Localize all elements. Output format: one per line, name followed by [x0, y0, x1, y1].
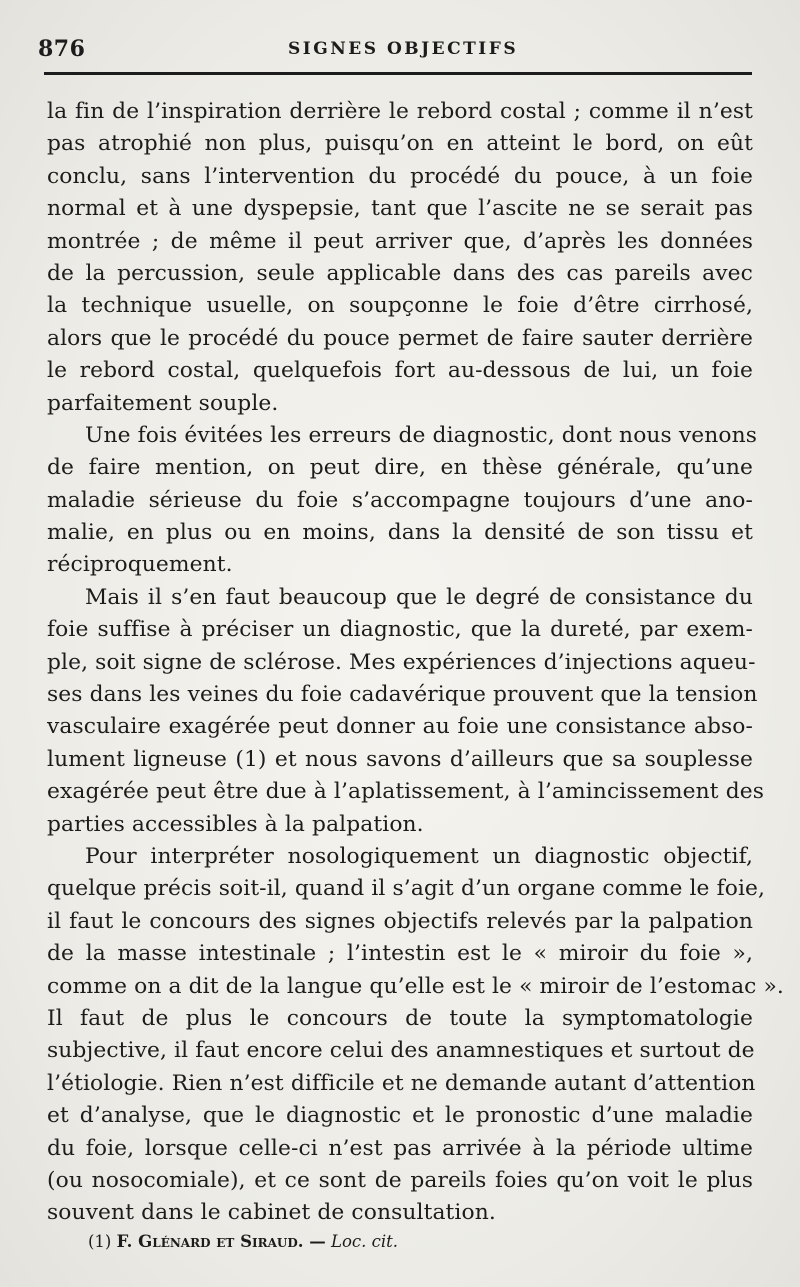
- text-line: de la percussion, seule applicable dans des cas pareils avec: [47, 260, 753, 286]
- text-line: maladie sérieuse du foie s’accompagne toujours d’une ano-: [47, 487, 753, 513]
- text-line: de la masse intestinale ; l’intestin est le « miroir du foie »,: [47, 941, 753, 967]
- text-line: pas atrophié non plus, puisqu’on en atteint le bord, on eût: [47, 131, 753, 157]
- footnote-authors: F. Glénard et Siraud. —: [116, 1232, 326, 1251]
- page-header: [38, 36, 750, 66]
- text-line: alors que le procédé du pouce permet de faire sauter derrière: [47, 325, 753, 351]
- text-line: le rebord costal, quelquefois fort au-dessous de lui, un foie: [47, 358, 753, 384]
- footnote-marker: (1): [88, 1232, 112, 1251]
- text-line: du foie, lorsque celle-ci n’est pas arrivée à la période ultime: [47, 1135, 753, 1161]
- text-line: et d’analyse, que le diagnostic et le pronostic d’une maladie: [47, 1103, 753, 1129]
- text-line: il faut le concours des signes objectifs relevés par la palpation: [47, 908, 753, 934]
- text-line: Pour interpréter nosologiquement un diagnostic objectif,: [85, 843, 753, 869]
- text-line: (ou nosocomiale), et ce sont de pareils foies qu’on voit le plus: [47, 1167, 753, 1193]
- page-number: 876: [38, 36, 86, 62]
- text-line: parties accessibles à la palpation.: [47, 811, 424, 837]
- text-line: réciproquement.: [47, 552, 233, 578]
- text-line: Une fois évitées les erreurs de diagnostic, dont nous venons: [85, 422, 758, 448]
- text-line: foie suffise à préciser un diagnostic, que la dureté, par exem-: [47, 617, 753, 643]
- text-line: montrée ; de même il peut arriver que, d’après les données: [47, 228, 753, 254]
- text-line: malie, en plus ou en moins, dans la densité de son tissu et: [47, 520, 753, 546]
- text-line: ses dans les veines du foie cadavérique prouvent que la tension: [47, 682, 758, 708]
- text-line: lument ligneuse (1) et nous savons d’ailleurs que sa souplesse: [47, 746, 753, 772]
- text-line: de faire mention, on peut dire, en thèse générale, qu’une: [47, 455, 753, 481]
- footnote-citation: Loc. cit.: [331, 1232, 399, 1251]
- text-line: subjective, il faut encore celui des anamnestiques et surtout de: [47, 1038, 755, 1064]
- text-line: comme on a dit de la langue qu’elle est le « miroir de l’estomac ».: [47, 973, 784, 999]
- running-title: SIGNES OBJECTIFS: [288, 39, 519, 59]
- text-line: parfaitement souple.: [47, 390, 279, 416]
- body-text: [47, 96, 784, 1230]
- text-line: conclu, sans l’intervention du procédé du pouce, à un foie: [47, 163, 753, 189]
- text-line: la technique usuelle, on soupçonne le foie d’être cirrhosé,: [47, 293, 753, 319]
- text-line: exagérée peut être due à l’aplatissement, à l’amincissement des: [47, 779, 765, 805]
- text-line: souvent dans le cabinet de consultation.: [47, 1200, 496, 1226]
- text-line: ple, soit signe de sclérose. Mes expériences d’injections aqueu-: [47, 649, 756, 675]
- text-line: Mais il s’en faut beaucoup que le degré de consistance du: [85, 584, 753, 610]
- text-line: normal et à une dyspepsie, tant que l’ascite ne se serait pas: [47, 196, 753, 222]
- text-line: Il faut de plus le concours de toute la symptomatologie: [47, 1005, 753, 1031]
- text-line: quelque précis soit-il, quand il s’agit d’un organe comme le foie,: [47, 876, 766, 902]
- text-line: la fin de l’inspiration derrière le rebord costal ; comme il n’est: [47, 99, 753, 124]
- footnote: [88, 1232, 398, 1251]
- text-line: l’étiologie. Rien n’est difficile et ne demande autant d’attention: [47, 1070, 756, 1096]
- text-line: vasculaire exagérée peut donner au foie une consistance abso-: [47, 714, 753, 740]
- header-rule: [44, 72, 752, 75]
